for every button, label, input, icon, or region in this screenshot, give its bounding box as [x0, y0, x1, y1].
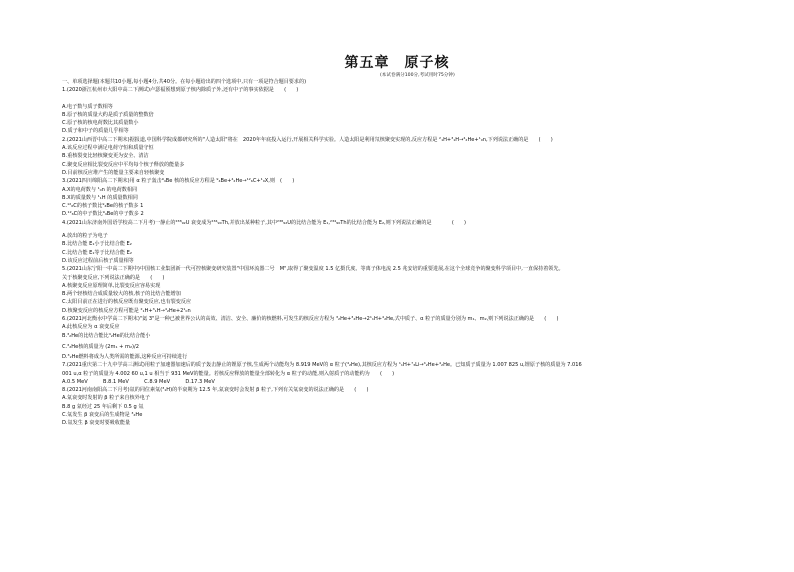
option-6c: C.³₂He核的质量为 (2m₁ + m₂)/2: [62, 343, 139, 350]
question-5-cont: 关于核聚变反应,下列说法正确的是 ( ): [62, 274, 165, 281]
question-7-cont: 001 u,α 粒子的质量为 4.002 60 u,1 u 相当于 931 MeV的能量。若核反应释放的能量全部转化为 α 粒子的动能,则入射质子的动能约为 ( ): [62, 370, 395, 377]
question-5: 5.(2021山东宁阳一中高二下期中)中国核工业集团新一代可控核聚变研究装置"中国环流器二号 M",取得了聚变温度 1.5 亿摄氏度、等离子体电流 2.5 兆安培的重要进展,在这个全球竞争的聚变科学项目中,一直保持着领先。: [62, 266, 564, 273]
option-6d: D.³₂He燃料将成为人类所需的能源,这种反应可持续进行: [62, 353, 188, 360]
question-4: 4.(2021山东济南外国语学校高二下月考)一静止的²³⁸₉₂U 衰变成为²³⁴₉₀Th,并放出某种粒子,其中²³⁸₉₂U的比结合能为 E₁,²³⁴₉₀Th的比结合能为 E₂,则下列说法正确的是 ( ): [62, 219, 467, 226]
option-8c: C.氚发生 β 衰变后的生成物是 ³₂He: [62, 411, 143, 418]
chapter-title: 第五章 原子核: [344, 55, 450, 71]
question-body: [62, 79, 742, 429]
option-1c: C.原子核的核电荷数比其质量数小: [62, 120, 139, 127]
option-2d: D.目前核反应堆产生的能量主要来自轻核聚变: [62, 169, 165, 176]
option-2b: B.重核裂变比轻核聚变更为安全、清洁: [62, 153, 149, 160]
option-8b: B.8 g 氚经过 25 年后剩下 0.5 g 氚: [62, 403, 144, 410]
option-4b: B.比结合能 E₁小于比结合能 E₂: [62, 241, 132, 248]
question-3: 3.(2021四川绵阳高二下期末)用 α 粒子轰击⁹₄Be 核的核反应方程是 ⁹₄Be+⁴₂He→¹²₆C+¹₀X,则 ( ): [62, 178, 295, 185]
option-5d: D.核聚变反应的核反应方程可能是 ²₁H+³₁H→⁴₂He+2¹₀n: [62, 307, 191, 314]
question-6: 6.(2021河北衡水中学高二下期末)"氦 3"是一种已被世界公认的高效、清洁、安全、廉价的核燃料,可发生的核反应方程为 ³₂He+³₂He→2¹₁H+⁴₂He,式中质子、α 粒子的质量分别为 m₁、m₂,则下列说法正确的是 ( ): [62, 316, 559, 323]
option-3c: C.¹²₆C的核子数比⁹₄Be的核子数多 1: [62, 203, 144, 210]
option-5c: C.太阳目前正在进行的核反应既有聚变反应,也有裂变反应: [62, 299, 192, 306]
option-2c: C.聚变反应相比裂变反应中平均每个核子释放的能量多: [62, 161, 185, 168]
option-4c: C.比结合能 E₁等于比结合能 E₂: [62, 249, 132, 256]
question-2: 2.(2021山西晋中高二下期末)据报道,中国科学院成都研究所的"人造太阳"将在 2020年年底投入运行,开展相关科学实验。人造太阳是利用氘核聚变实现的,反应方程是 ²₁H+³₁H→⁴₂He+¹₀n,下列说法正确的是 ( ): [62, 136, 553, 143]
question-8: 8.(2021河南南阳高二下月考)氚的同位素氚(³₁H)的半衰期为 12.5 年,氚衰变时会发射 β 粒子,下列有关氚衰变的说法正确的是 ( ): [62, 387, 369, 394]
option-3a: A.X的电荷数与 ¹₀n 的电荷数相同: [62, 186, 138, 193]
option-6b: B.³₂He的比结合能比⁴₂He的比结合能小: [62, 332, 151, 339]
option-2a: A.该反应过程中满足电荷守恒和质量守恒: [62, 145, 154, 152]
question-1: 1.(2020浙江杭州市大阳中高二下测试)卢瑟福预想到原子核内除质子外,还有中子的事实依据是 ( ): [62, 87, 299, 94]
option-1b: B.原子核的质量大约是质子质量的整数倍: [62, 111, 154, 118]
option-8d: D.氚发生 β 衰变时要吸收能量: [62, 420, 131, 427]
option-8a: A.氚衰变时发射的 β 粒子来自核外电子: [62, 395, 150, 402]
option-1d: D.质子和中子的质量几乎相等: [62, 128, 129, 135]
option-5b: B.两个轻核结合成质量较大的核,核子的比结合能增加: [62, 291, 181, 298]
option-1a: A.电子数与质子数相等: [62, 103, 113, 110]
exam-note: (本试卷满分100分,考试用时75分钟): [380, 73, 455, 78]
section-heading: 一、单项选择题(本题共10小题,每小题4分,共40分。在每小题给出的四个选项中,只有一项是符合题目要求的): [62, 79, 307, 85]
option-6a: A.此核反应为 α 衰变反应: [62, 324, 120, 331]
option-3d: D.¹²₆C的中子数比⁹₄Be的中子数多 2: [62, 211, 144, 218]
option-5a: A.核聚变反应原理简单,比裂变反应容易实现: [62, 282, 161, 289]
option-4d: D.该反应过程前后核子质量相等: [62, 257, 134, 264]
question-7: 7.(2021重庆第二十九中学高三测试)用粒子加速器加速后的质子轰击静止的锂原子核,生成两个动能均为 8.919 MeV的 α 粒子(⁴₂He),其核反应方程为 ¹₁H+⁷₃Li→⁴₂He+⁴₂He。已知质子质量为 1.007 825 u,锂原子核的质量为 7.016: [62, 362, 582, 369]
options-7: A.0.5 MeV B.8.1 MeV C.8.9 MeV D.17.3 MeV: [62, 378, 215, 385]
option-3b: B.X的质量数与 ¹₁H 的质量数相同: [62, 194, 138, 201]
option-4a: A.放出的粒子为电子: [62, 233, 108, 240]
